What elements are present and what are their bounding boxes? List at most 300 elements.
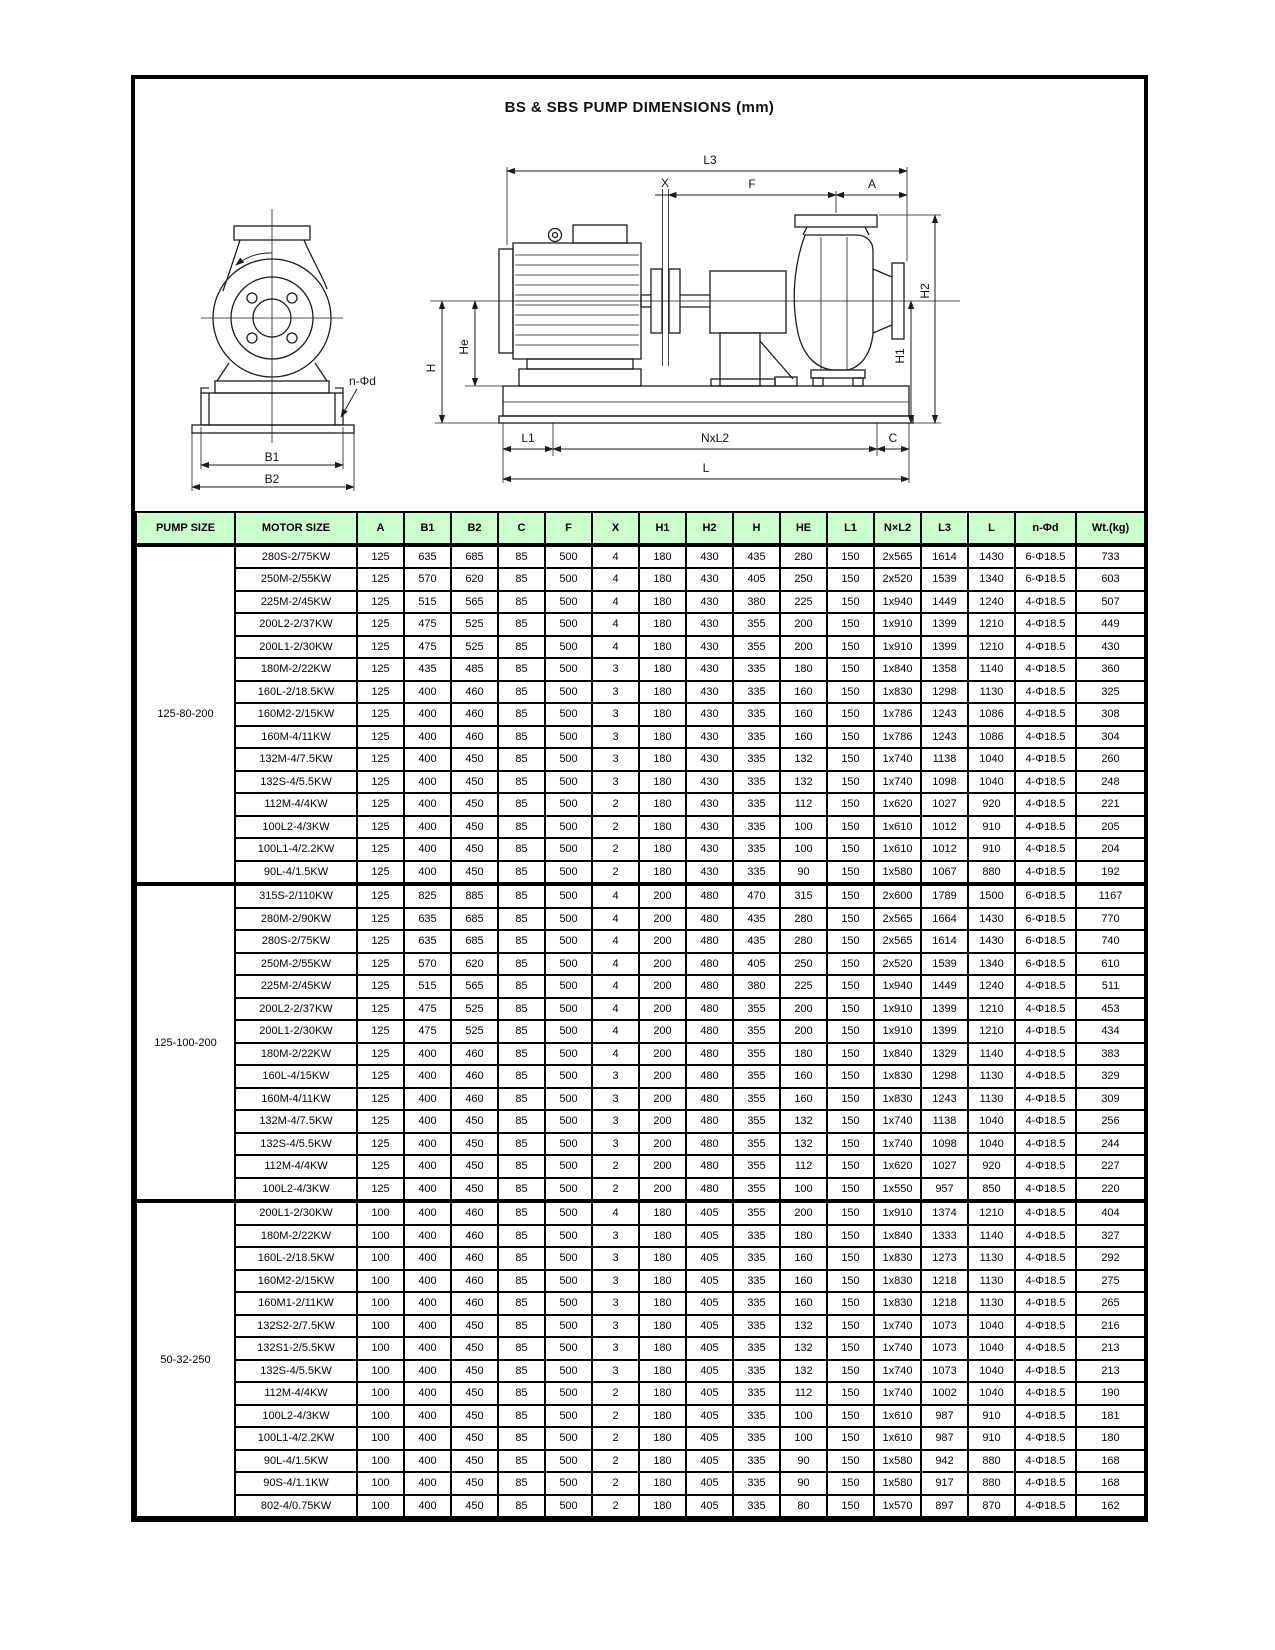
- dimension-cell: 90: [780, 861, 827, 885]
- dimension-cell: 880: [968, 861, 1015, 885]
- dimension-cell: 460: [451, 1065, 498, 1088]
- dimension-cell: 500: [545, 1495, 592, 1518]
- dimension-cell: 4-Φ18.5: [1015, 816, 1076, 839]
- dimension-cell: 200: [639, 930, 686, 953]
- dim-label-h1: H1: [893, 348, 907, 364]
- dimension-cell: 460: [451, 1270, 498, 1293]
- dimension-cell: 85: [498, 975, 545, 998]
- dimension-cell: 4-Φ18.5: [1015, 1225, 1076, 1248]
- dimension-cell: 85: [498, 636, 545, 659]
- dimension-cell: 150: [827, 908, 874, 931]
- dimension-cell: 160: [780, 681, 827, 704]
- dimension-cell: 85: [498, 726, 545, 749]
- dimension-cell: 180: [639, 703, 686, 726]
- dimension-cell: 6-Φ18.5: [1015, 930, 1076, 953]
- dimension-cell: 400: [404, 771, 451, 794]
- dimension-cell: 4-Φ18.5: [1015, 1270, 1076, 1293]
- dimension-cell: 150: [827, 591, 874, 614]
- dimension-cell: 150: [827, 1065, 874, 1088]
- dimension-cell: 355: [733, 1020, 780, 1043]
- dimension-cell: 400: [404, 1472, 451, 1495]
- table-row: [136, 1427, 1145, 1450]
- dimension-cell: 150: [827, 838, 874, 861]
- dimension-cell: 1399: [921, 998, 968, 1021]
- dimension-cell: 325: [1076, 681, 1145, 704]
- dimension-cell: 500: [545, 1020, 592, 1043]
- dimension-cell: 100: [780, 1427, 827, 1450]
- dimension-cell: 125: [357, 1065, 404, 1088]
- dim-label-a: A: [867, 177, 877, 191]
- dimension-cell: 4: [592, 636, 639, 659]
- dimension-cell: 125: [357, 1155, 404, 1178]
- dimension-cell: 405: [686, 1225, 733, 1248]
- dimension-cell: 180: [639, 1315, 686, 1338]
- dimension-cell: 400: [404, 1043, 451, 1066]
- dimension-cell: 1240: [968, 591, 1015, 614]
- dimension-cell: 1x786: [874, 726, 921, 749]
- dimension-cell: 335: [733, 681, 780, 704]
- table-row: [136, 1472, 1145, 1495]
- dimension-cell: 1040: [968, 1360, 1015, 1383]
- dimension-cell: 987: [921, 1427, 968, 1450]
- dimension-cell: 4: [592, 975, 639, 998]
- dimension-cell: 125: [357, 908, 404, 931]
- dimension-cell: 335: [733, 726, 780, 749]
- dimension-cell: 85: [498, 1360, 545, 1383]
- dimension-cell: 500: [545, 1360, 592, 1383]
- dimension-cell: 4-Φ18.5: [1015, 591, 1076, 614]
- column-header: H2: [686, 512, 733, 545]
- dimension-cell: 225: [780, 591, 827, 614]
- dimension-cell: 450: [451, 1110, 498, 1133]
- dimension-cell: 85: [498, 1020, 545, 1043]
- dimension-cell: 400: [404, 1450, 451, 1473]
- dimension-cell: 3: [592, 1315, 639, 1338]
- column-header: H: [733, 512, 780, 545]
- dimension-cell: 2x565: [874, 908, 921, 931]
- dimension-cell: 2x520: [874, 953, 921, 976]
- dimension-cell: 450: [451, 771, 498, 794]
- dimension-cell: 987: [921, 1405, 968, 1428]
- dimension-cell: 125: [357, 636, 404, 659]
- motor-size-cell: 200L2-2/37KW: [235, 998, 357, 1021]
- dimension-cell: 200: [639, 884, 686, 908]
- dimension-cell: 1067: [921, 861, 968, 885]
- dimension-cell: 4-Φ18.5: [1015, 1405, 1076, 1428]
- dimension-cell: 2x600: [874, 884, 921, 908]
- dimension-cell: 3: [592, 658, 639, 681]
- dimension-cell: 132: [780, 1133, 827, 1156]
- dimension-cell: 355: [733, 1201, 780, 1225]
- dimension-cell: 85: [498, 1178, 545, 1202]
- dimension-cell: 405: [686, 1270, 733, 1293]
- dimension-cell: 450: [451, 1382, 498, 1405]
- dimension-cell: 180: [639, 1495, 686, 1518]
- dimension-cell: 1210: [968, 613, 1015, 636]
- motor-size-cell: 160M-4/11KW: [235, 1088, 357, 1111]
- dimension-cell: 190: [1076, 1382, 1145, 1405]
- column-header: L: [968, 512, 1015, 545]
- dim-label-b1: B1: [264, 450, 280, 464]
- dimension-cell: 1012: [921, 838, 968, 861]
- dimension-cell: 4-Φ18.5: [1015, 1382, 1076, 1405]
- dimension-cell: 150: [827, 658, 874, 681]
- dimension-cell: 256: [1076, 1110, 1145, 1133]
- table-row: [136, 703, 1145, 726]
- dimension-cell: 430: [686, 568, 733, 591]
- dimension-cell: 4-Φ18.5: [1015, 1043, 1076, 1066]
- dimension-cell: 335: [733, 793, 780, 816]
- dimension-cell: 100: [357, 1495, 404, 1518]
- pump-drawing: [135, 131, 1144, 503]
- dimension-cell: 400: [404, 1133, 451, 1156]
- dimension-cell: 460: [451, 1201, 498, 1225]
- dimension-cell: 360: [1076, 658, 1145, 681]
- page-frame: [131, 75, 1148, 1522]
- dimension-cell: 870: [968, 1495, 1015, 1518]
- dimension-cell: 3: [592, 1270, 639, 1293]
- motor-size-cell: 132M-4/7.5KW: [235, 1110, 357, 1133]
- dimension-cell: 200: [639, 953, 686, 976]
- dimension-cell: 1x830: [874, 1065, 921, 1088]
- dimension-cell: 450: [451, 793, 498, 816]
- motor-size-cell: 180M-2/22KW: [235, 1225, 357, 1248]
- dimension-cell: 275: [1076, 1270, 1145, 1293]
- dimension-cell: 85: [498, 930, 545, 953]
- column-header: B2: [451, 512, 498, 545]
- dimension-cell: 1x830: [874, 1247, 921, 1270]
- dimension-cell: 150: [827, 1337, 874, 1360]
- dimension-cell: 150: [827, 1088, 874, 1111]
- dimension-cell: 1040: [968, 1133, 1015, 1156]
- dimension-cell: 85: [498, 884, 545, 908]
- table-row: [136, 1337, 1145, 1360]
- dimension-cell: 400: [404, 1360, 451, 1383]
- dimension-cell: 4-Φ18.5: [1015, 681, 1076, 704]
- motor-size-cell: 132M-4/7.5KW: [235, 748, 357, 771]
- motor-size-cell: 160M-4/11KW: [235, 726, 357, 749]
- dimension-cell: 125: [357, 838, 404, 861]
- column-header: N×L2: [874, 512, 921, 545]
- dimension-cell: 2: [592, 1450, 639, 1473]
- dimension-cell: 450: [451, 1450, 498, 1473]
- dimension-cell: 280: [780, 545, 827, 569]
- table-row: [136, 1065, 1145, 1088]
- dimension-cell: 480: [686, 1020, 733, 1043]
- dimension-cell: 200: [639, 1020, 686, 1043]
- dimension-cell: 500: [545, 1225, 592, 1248]
- dimension-cell: 125: [357, 591, 404, 614]
- dimension-cell: 125: [357, 884, 404, 908]
- table-row: [136, 998, 1145, 1021]
- dimension-cell: 132: [780, 771, 827, 794]
- dimension-cell: 685: [451, 545, 498, 569]
- dimension-cell: 329: [1076, 1065, 1145, 1088]
- dimension-cell: 1x610: [874, 816, 921, 839]
- table-row: [136, 1020, 1145, 1043]
- dimension-cell: 335: [733, 1270, 780, 1293]
- dimension-cell: 400: [404, 726, 451, 749]
- dimension-cell: 4: [592, 908, 639, 931]
- dimension-cell: 180: [639, 748, 686, 771]
- dimension-cell: 500: [545, 1043, 592, 1066]
- motor-size-cell: 280S-2/75KW: [235, 930, 357, 953]
- dimension-cell: 355: [733, 613, 780, 636]
- dimension-cell: 4-Φ18.5: [1015, 838, 1076, 861]
- dimension-cell: 525: [451, 998, 498, 1021]
- dim-label-l1: L1: [521, 431, 535, 445]
- dimension-cell: 3: [592, 1292, 639, 1315]
- dimension-cell: 180: [639, 1427, 686, 1450]
- dimension-cell: 2: [592, 861, 639, 885]
- dimension-cell: 180: [639, 1292, 686, 1315]
- table-row: [136, 1292, 1145, 1315]
- dimension-cell: 85: [498, 861, 545, 885]
- dimension-cell: 1449: [921, 975, 968, 998]
- dimension-cell: 180: [780, 1225, 827, 1248]
- motor-size-cell: 280S-2/75KW: [235, 545, 357, 569]
- dimension-cell: 327: [1076, 1225, 1145, 1248]
- dimension-cell: 400: [404, 1315, 451, 1338]
- dimension-cell: 2: [592, 1495, 639, 1518]
- dimension-cell: 180: [639, 793, 686, 816]
- dimension-cell: 85: [498, 1065, 545, 1088]
- dimension-cell: 1098: [921, 771, 968, 794]
- dimension-cell: 1x740: [874, 1382, 921, 1405]
- dimension-cell: 400: [404, 1382, 451, 1405]
- dimension-cell: 1614: [921, 930, 968, 953]
- dimension-cell: 3: [592, 748, 639, 771]
- dimension-cell: 265: [1076, 1292, 1145, 1315]
- dimension-cell: 1210: [968, 1020, 1015, 1043]
- dimension-cell: 897: [921, 1495, 968, 1518]
- dimension-cell: 200: [780, 998, 827, 1021]
- dimension-cell: 4-Φ18.5: [1015, 1178, 1076, 1202]
- dimension-cell: 1x830: [874, 1270, 921, 1293]
- dimension-cell: 125: [357, 861, 404, 885]
- dimension-cell: 200: [639, 1043, 686, 1066]
- dimension-cell: 150: [827, 1405, 874, 1428]
- dimension-cell: 500: [545, 1472, 592, 1495]
- dimension-cell: 500: [545, 771, 592, 794]
- dimension-cell: 1x840: [874, 658, 921, 681]
- dimension-cell: 405: [686, 1382, 733, 1405]
- dimension-cell: 507: [1076, 591, 1145, 614]
- dimension-cell: 500: [545, 1133, 592, 1156]
- dimension-cell: 125: [357, 1110, 404, 1133]
- dimension-cell: 125: [357, 953, 404, 976]
- dimension-cell: 610: [1076, 953, 1145, 976]
- dimension-cell: 825: [404, 884, 451, 908]
- dimension-cell: 150: [827, 748, 874, 771]
- dimension-cell: 460: [451, 1225, 498, 1248]
- dimension-cell: 1399: [921, 1020, 968, 1043]
- dimension-cell: 450: [451, 1337, 498, 1360]
- dimension-cell: 204: [1076, 838, 1145, 861]
- dimension-cell: 4-Φ18.5: [1015, 1110, 1076, 1133]
- dimension-cell: 1x740: [874, 771, 921, 794]
- motor-size-cell: 132S2-2/7.5KW: [235, 1315, 357, 1338]
- dimension-cell: 150: [827, 613, 874, 636]
- motor-size-cell: 200L1-2/30KW: [235, 1201, 357, 1225]
- table-row: [136, 1043, 1145, 1066]
- dimension-cell: 2: [592, 1382, 639, 1405]
- motor-size-cell: 225M-2/45KW: [235, 591, 357, 614]
- dimension-cell: 132: [780, 1110, 827, 1133]
- motor-size-cell: 200L1-2/30KW: [235, 1020, 357, 1043]
- dimension-cell: 4-Φ18.5: [1015, 861, 1076, 885]
- dimension-cell: 125: [357, 681, 404, 704]
- dimension-cell: 180: [639, 1472, 686, 1495]
- dimension-cell: 515: [404, 591, 451, 614]
- dimension-cell: 1x910: [874, 1201, 921, 1225]
- dimension-cell: 150: [827, 726, 874, 749]
- column-header: X: [592, 512, 639, 545]
- dimension-cell: 850: [968, 1178, 1015, 1202]
- dimension-cell: 500: [545, 1450, 592, 1473]
- dimension-cell: 4: [592, 591, 639, 614]
- dimension-cell: 85: [498, 568, 545, 591]
- dimension-cell: 380: [733, 975, 780, 998]
- table-row: [136, 1450, 1145, 1473]
- dimension-cell: 4: [592, 545, 639, 569]
- dimension-cell: 85: [498, 998, 545, 1021]
- dimension-cell: 910: [968, 838, 1015, 861]
- dimension-cell: 150: [827, 975, 874, 998]
- dimension-cell: 335: [733, 1292, 780, 1315]
- dimension-cell: 2: [592, 816, 639, 839]
- dimension-cell: 90: [780, 1450, 827, 1473]
- motor-size-cell: 100L2-4/3KW: [235, 1405, 357, 1428]
- dimension-cell: 4-Φ18.5: [1015, 1133, 1076, 1156]
- dimension-cell: 480: [686, 1178, 733, 1202]
- dimension-cell: 942: [921, 1450, 968, 1473]
- dimension-cell: 460: [451, 1247, 498, 1270]
- dimension-cell: 460: [451, 703, 498, 726]
- column-header: Wt.(kg): [1076, 512, 1145, 545]
- dimension-cell: 1539: [921, 568, 968, 591]
- dimension-cell: 160: [780, 1088, 827, 1111]
- dimension-cell: 475: [404, 998, 451, 1021]
- dimension-cell: 125: [357, 816, 404, 839]
- dimension-cell: 1449: [921, 591, 968, 614]
- dimension-cell: 355: [733, 1133, 780, 1156]
- motor-size-cell: 132S-4/5.5KW: [235, 1133, 357, 1156]
- dimension-cell: 435: [404, 658, 451, 681]
- column-header: F: [545, 512, 592, 545]
- dimension-cell: 308: [1076, 703, 1145, 726]
- dimension-cell: 200: [780, 1020, 827, 1043]
- dimension-cell: 125: [357, 930, 404, 953]
- dimension-cell: 500: [545, 568, 592, 591]
- dimension-cell: 100: [357, 1472, 404, 1495]
- dimension-cell: 1x740: [874, 1337, 921, 1360]
- dimension-cell: 100: [357, 1450, 404, 1473]
- dimension-cell: 1x830: [874, 681, 921, 704]
- table-row: [136, 930, 1145, 953]
- dimension-cell: 500: [545, 681, 592, 704]
- dimension-cell: 150: [827, 793, 874, 816]
- dimension-cell: 85: [498, 1155, 545, 1178]
- table-row: [136, 1110, 1145, 1133]
- dimension-cell: 100: [357, 1247, 404, 1270]
- dimension-cell: 85: [498, 1043, 545, 1066]
- dimension-cell: 1614: [921, 545, 968, 569]
- dimension-cell: 1x740: [874, 1133, 921, 1156]
- dimension-cell: 125: [357, 658, 404, 681]
- dimension-cell: 380: [733, 591, 780, 614]
- dimension-cell: 335: [733, 1337, 780, 1360]
- dimension-cell: 100: [357, 1382, 404, 1405]
- table-row: [136, 1088, 1145, 1111]
- dimension-cell: 1140: [968, 1225, 1015, 1248]
- dimension-cell: 160: [780, 726, 827, 749]
- dimension-cell: 168: [1076, 1472, 1145, 1495]
- dimension-cell: 180: [639, 1450, 686, 1473]
- dimension-cell: 500: [545, 1110, 592, 1133]
- dimension-cell: 112: [780, 1155, 827, 1178]
- dimension-cell: 200: [639, 1133, 686, 1156]
- dimension-cell: 3: [592, 726, 639, 749]
- dimension-cell: 1012: [921, 816, 968, 839]
- dimension-cell: 227: [1076, 1155, 1145, 1178]
- dimension-cell: 335: [733, 1472, 780, 1495]
- dimension-cell: 1340: [968, 568, 1015, 591]
- dimension-cell: 180: [639, 1201, 686, 1225]
- motor-size-cell: 180M-2/22KW: [235, 658, 357, 681]
- table-row: [136, 681, 1145, 704]
- dimension-cell: 180: [639, 545, 686, 569]
- dimension-cell: 150: [827, 703, 874, 726]
- dimension-cell: 335: [733, 1495, 780, 1518]
- dimension-cell: 430: [686, 771, 733, 794]
- dimension-cell: 430: [686, 861, 733, 885]
- dim-label-he: He: [457, 339, 471, 355]
- header-row: [136, 512, 1145, 545]
- dimension-cell: 2: [592, 1427, 639, 1450]
- dimension-cell: 150: [827, 1315, 874, 1338]
- dimension-cell: 1130: [968, 1270, 1015, 1293]
- dimension-cell: 910: [968, 1405, 1015, 1428]
- dimension-cell: 150: [827, 1360, 874, 1383]
- dimension-cell: 1138: [921, 748, 968, 771]
- dimension-cell: 1x610: [874, 1427, 921, 1450]
- dimension-cell: 125: [357, 1178, 404, 1202]
- dimension-cell: 1333: [921, 1225, 968, 1248]
- dimension-cell: 200: [639, 1178, 686, 1202]
- table-row: [136, 1495, 1145, 1518]
- dimension-cell: 450: [451, 816, 498, 839]
- dimension-cell: 1399: [921, 636, 968, 659]
- dimension-cell: 125: [357, 1020, 404, 1043]
- dimension-cell: 400: [404, 1337, 451, 1360]
- dimension-cell: 880: [968, 1450, 1015, 1473]
- dimension-cell: 150: [827, 884, 874, 908]
- dimension-cell: 525: [451, 636, 498, 659]
- dimension-cell: 480: [686, 1043, 733, 1066]
- dimension-cell: 4-Φ18.5: [1015, 613, 1076, 636]
- dimension-cell: 1086: [968, 726, 1015, 749]
- dimension-cell: 1x830: [874, 1292, 921, 1315]
- dimension-cell: 132: [780, 748, 827, 771]
- dim-label-l3: L3: [703, 153, 717, 167]
- dimension-cell: 4-Φ18.5: [1015, 1472, 1076, 1495]
- table-row: [136, 545, 1145, 569]
- motor-size-cell: 90S-4/1.1KW: [235, 1472, 357, 1495]
- dimension-cell: 1027: [921, 1155, 968, 1178]
- dim-label-nxl2: NxL2: [700, 431, 730, 445]
- dimension-cell: 355: [733, 1043, 780, 1066]
